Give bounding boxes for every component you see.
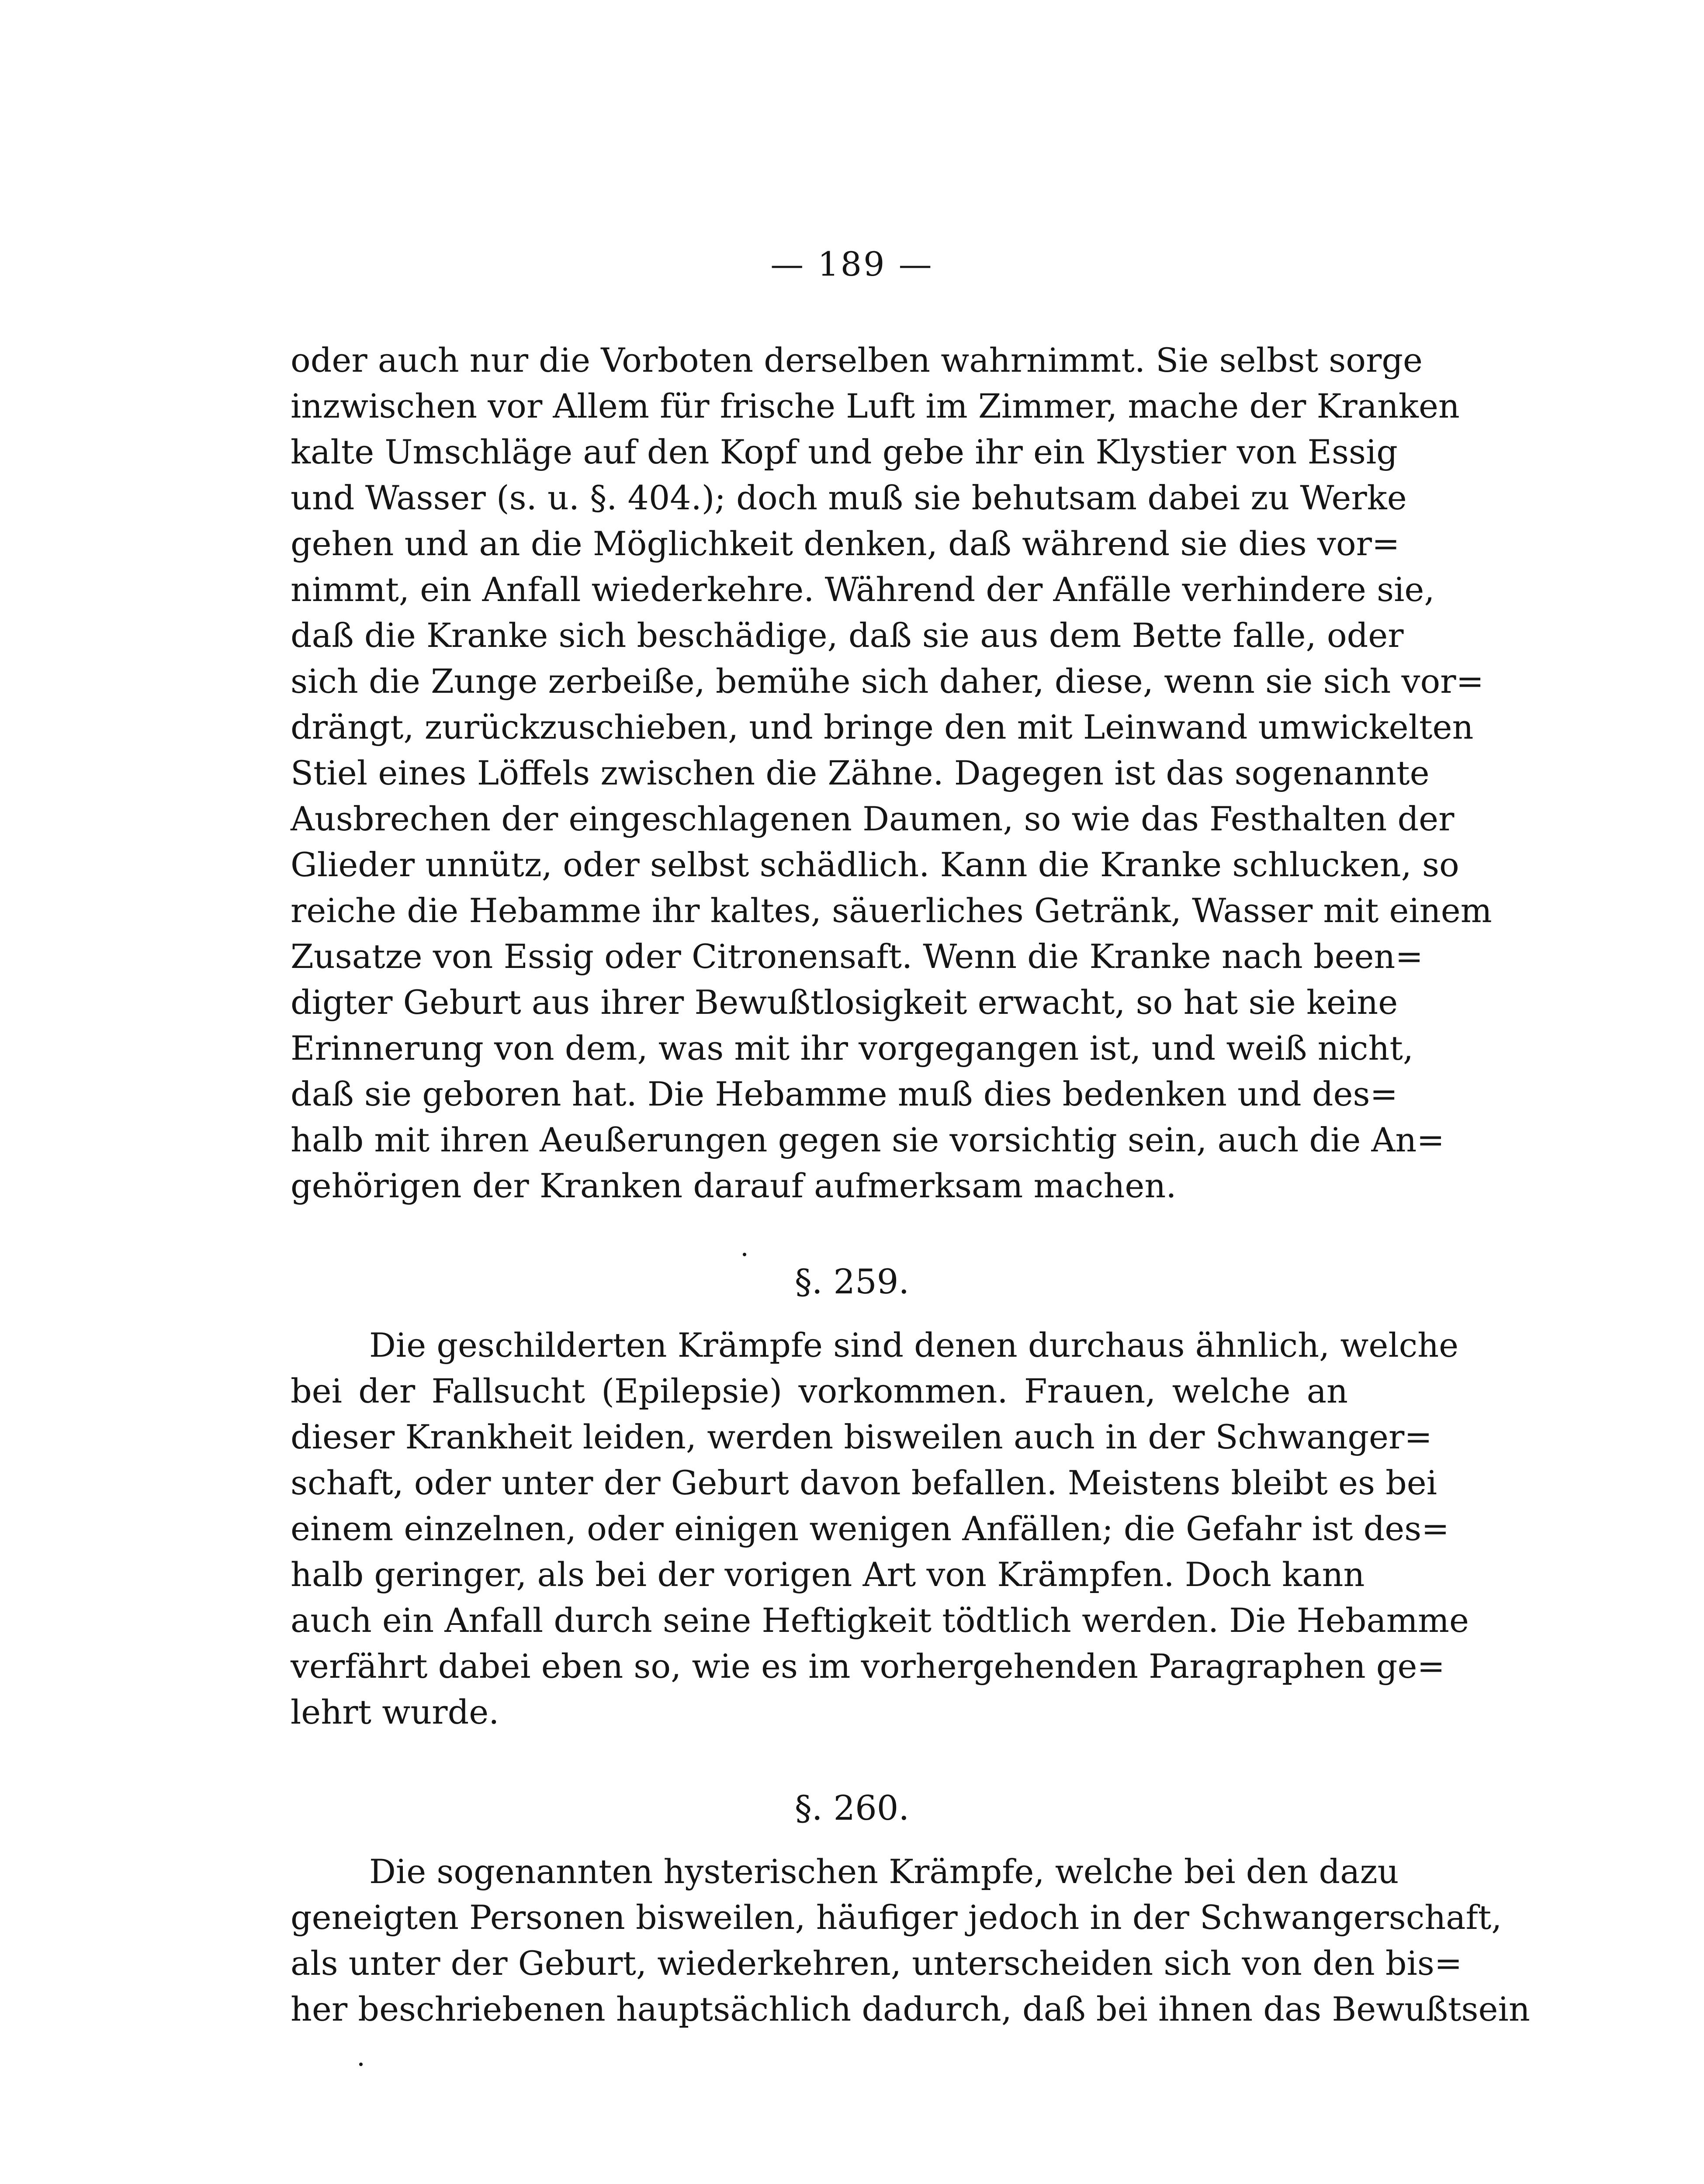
text-line: Ausbrechen der eingeschlagenen Daumen, so wie das Festhalten der bbox=[291, 799, 1455, 838]
page-number: — 189 — bbox=[770, 245, 934, 283]
text-line: inzwischen vor Allem für frische Luft im Zimmer, mache der Kranken bbox=[291, 387, 1460, 425]
text-line: Glieder unnütz, oder selbst schädlich. Kann die Kranke schlucken, so bbox=[291, 845, 1459, 884]
text-line: halb geringer, als bei der vorigen Art von Krämpfen. Doch kann bbox=[291, 1555, 1365, 1594]
text-line: Die geschilderten Krämpfe sind denen durchaus ähnlich, welche bbox=[369, 1326, 1459, 1365]
text-line: sich die Zunge zerbeiße, bemühe sich daher, diese, wenn sie sich vor= bbox=[291, 662, 1484, 701]
ink-speck bbox=[743, 1253, 746, 1256]
text-line: oder auch nur die Vorboten derselben wahrnimmt. Sie selbst sorge bbox=[291, 341, 1423, 380]
text-line: geneigten Personen bisweilen, häufiger jedoch in der Schwangerschaft, bbox=[291, 1898, 1502, 1937]
text-line: verfährt dabei eben so, wie es im vorhergehenden Paragraphen ge= bbox=[291, 1647, 1445, 1686]
text-line: reiche die Hebamme ihr kaltes, säuerliches Getränk, Wasser mit einem bbox=[291, 891, 1492, 930]
section-heading-259: §. 259. bbox=[794, 1262, 910, 1302]
text-line: drängt, zurückzuschieben, und bringe den mit Leinwand umwickelten bbox=[291, 708, 1474, 746]
text-line: Die sogenannten hysterischen Krämpfe, welche bei den dazu bbox=[369, 1852, 1399, 1891]
text-line: und Wasser (s. u. §. 404.); doch muß sie behutsam dabei zu Werke bbox=[291, 478, 1407, 517]
text-line: Erinnerung von dem, was mit ihr vorgegangen ist, und weiß nicht, bbox=[291, 1029, 1414, 1068]
text-line: dieser Krankheit leiden, werden bisweilen auch in der Schwanger= bbox=[291, 1417, 1432, 1456]
text-line: bei der Fallsucht (Epilepsie) vorkommen. Frauen, welche an bbox=[291, 1372, 1348, 1410]
text-line: Zusatze von Essig oder Citronensaft. Wenn die Kranke nach been= bbox=[291, 937, 1423, 976]
text-line: daß die Kranke sich beschädige, daß sie aus dem Bette falle, oder bbox=[291, 616, 1404, 655]
ink-speck bbox=[359, 2063, 363, 2066]
text-line: nimmt, ein Anfall wiederkehre. Während der Anfälle verhindere sie, bbox=[291, 570, 1435, 609]
text-line: kalte Umschläge auf den Kopf und gebe ihr ein Klystier von Essig bbox=[291, 432, 1398, 471]
text-line: her beschriebenen hauptsächlich dadurch, daß bei ihnen das Bewußtsein bbox=[291, 1990, 1530, 2028]
section-heading-260: §. 260. bbox=[794, 1789, 910, 1828]
text-line: gehen und an die Möglichkeit denken, daß während sie dies vor= bbox=[291, 524, 1400, 563]
text-line: als unter der Geburt, wiederkehren, unterscheiden sich von den bis= bbox=[291, 1944, 1462, 1983]
text-line: Stiel eines Löffels zwischen die Zähne. Dagegen ist das sogenannte bbox=[291, 753, 1430, 792]
text-line: lehrt wurde. bbox=[291, 1693, 499, 1731]
text-line: halb mit ihren Aeußerungen gegen sie vorsichtig sein, auch die An= bbox=[291, 1120, 1444, 1159]
text-line: schaft, oder unter der Geburt davon befallen. Meistens bleibt es bei bbox=[291, 1463, 1437, 1502]
text-line: auch ein Anfall durch seine Heftigkeit tödtlich werden. Die Hebamme bbox=[291, 1601, 1469, 1640]
text-line: daß sie geboren hat. Die Hebamme muß dies bedenken und des= bbox=[291, 1075, 1398, 1113]
text-line: digter Geburt aus ihrer Bewußtlosigkeit erwacht, so hat sie keine bbox=[291, 983, 1398, 1022]
text-line: einem einzelnen, oder einigen wenigen Anfällen; die Gefahr ist des= bbox=[291, 1509, 1449, 1548]
text-line: gehörigen der Kranken darauf aufmerksam machen. bbox=[291, 1166, 1177, 1205]
